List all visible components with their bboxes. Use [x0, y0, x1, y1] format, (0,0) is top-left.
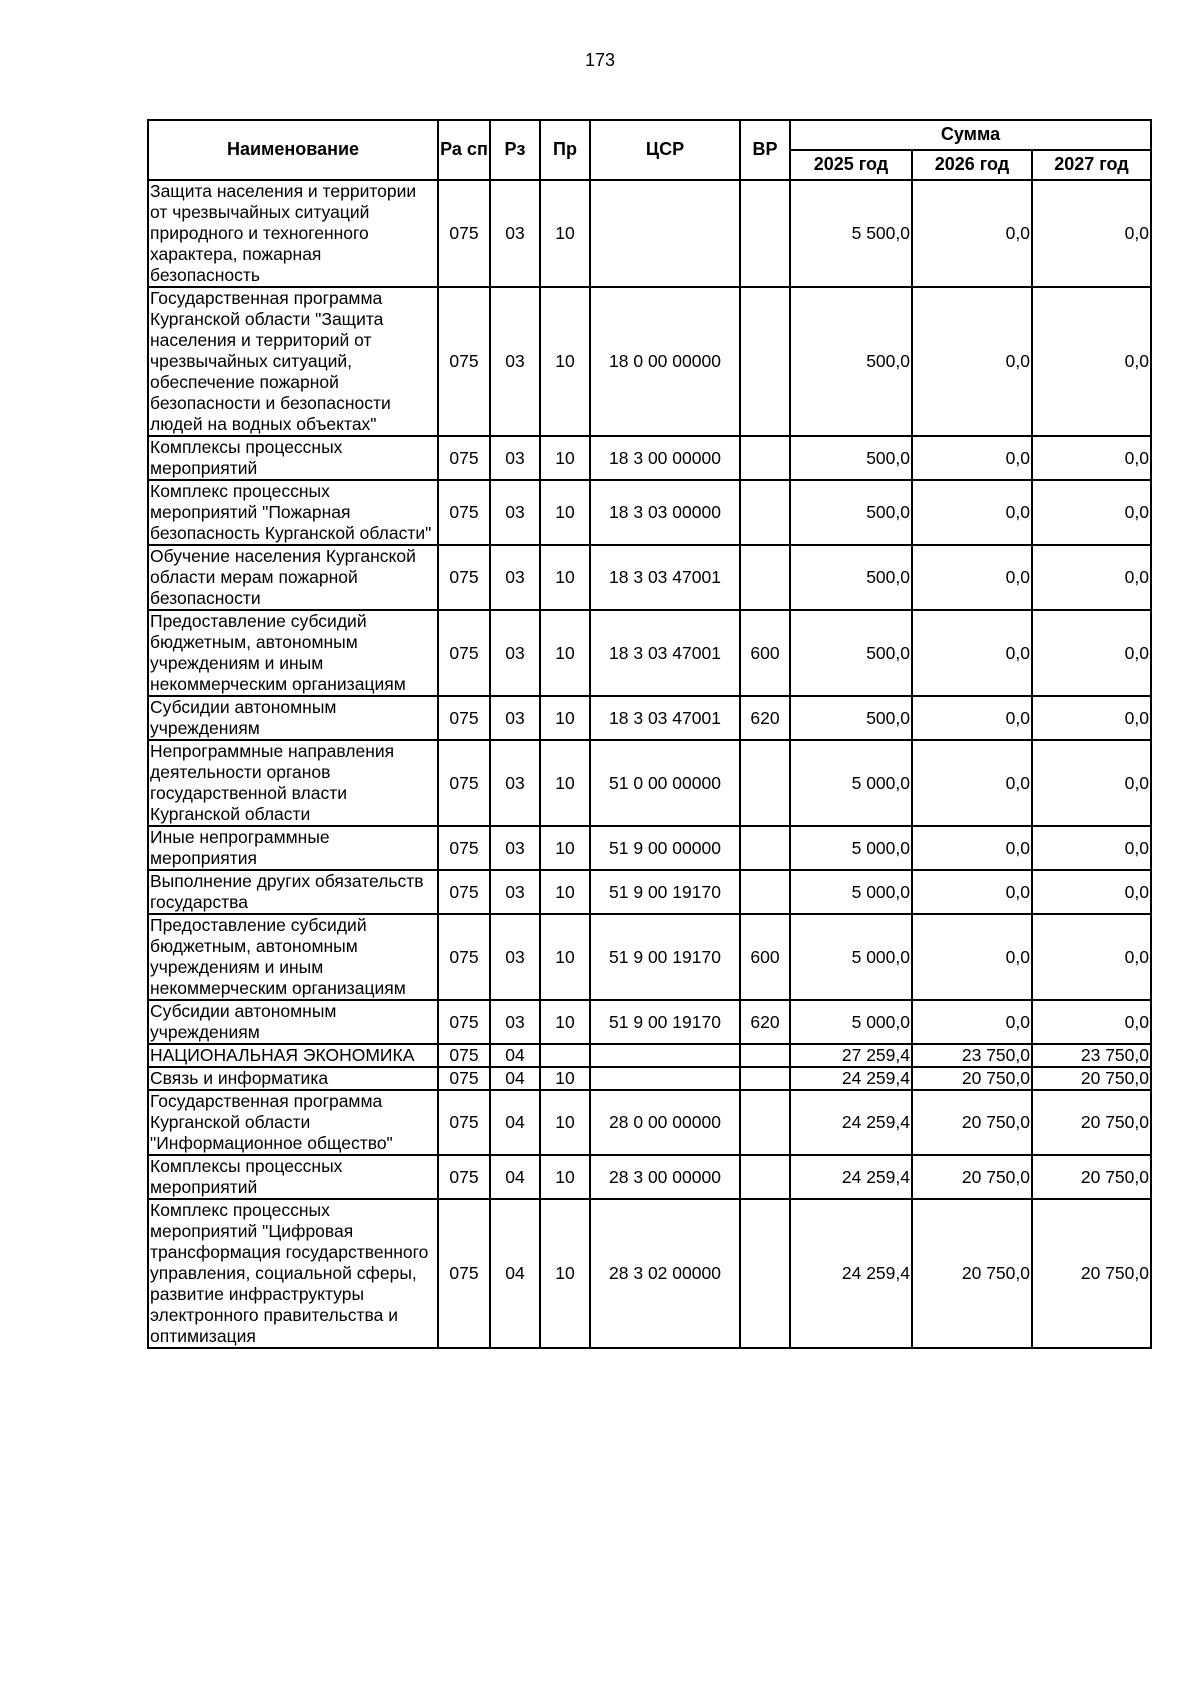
- cell-rz: 04: [490, 1155, 540, 1199]
- cell-csr: [590, 180, 740, 287]
- cell-pr: 10: [540, 826, 590, 870]
- header-pr: Пр: [540, 120, 590, 180]
- cell-rz: 03: [490, 826, 540, 870]
- cell-2025: 500,0: [790, 480, 912, 545]
- cell-rasp: 075: [438, 696, 490, 740]
- header-sum: Сумма: [790, 120, 1151, 150]
- cell-name: Предоставление субсидий бюджетным, автономным учреждениям и иным некоммерческим организациям: [148, 610, 438, 696]
- cell-2026: 0,0: [912, 1000, 1032, 1044]
- cell-name: Субсидии автономным учреждениям: [148, 1000, 438, 1044]
- cell-2025: 5 000,0: [790, 1000, 912, 1044]
- table-row: [148, 180, 1151, 287]
- table-row: [148, 436, 1151, 480]
- cell-pr: 10: [540, 545, 590, 610]
- cell-name: Защита населения и территории от чрезвычайных ситуаций природного и техногенного характера, пожарная безопасность: [148, 180, 438, 287]
- cell-2025: 500,0: [790, 696, 912, 740]
- cell-pr: 10: [540, 1199, 590, 1348]
- cell-rasp: 075: [438, 826, 490, 870]
- cell-2026: 20 750,0: [912, 1155, 1032, 1199]
- cell-2026: 0,0: [912, 914, 1032, 1000]
- cell-2025: 24 259,4: [790, 1090, 912, 1155]
- cell-2027: 0,0: [1032, 870, 1151, 914]
- cell-csr: 28 3 02 00000: [590, 1199, 740, 1348]
- cell-rasp: 075: [438, 914, 490, 1000]
- cell-2026: 0,0: [912, 696, 1032, 740]
- cell-rz: 04: [490, 1067, 540, 1090]
- cell-pr: 10: [540, 1067, 590, 1090]
- cell-rasp: 075: [438, 180, 490, 287]
- cell-2027: 0,0: [1032, 696, 1151, 740]
- cell-2025: 5 000,0: [790, 826, 912, 870]
- cell-pr: 10: [540, 180, 590, 287]
- cell-name: Непрограммные направления деятельности органов государственной власти Курганской области: [148, 740, 438, 826]
- cell-name: Государственная программа Курганской области "Защита населения и территорий от чрезвычайных ситуаций, обеспечение пожарной безопасности и безопасности людей на водных объектах": [148, 287, 438, 436]
- cell-csr: 18 3 03 47001: [590, 696, 740, 740]
- cell-2025: 5 000,0: [790, 870, 912, 914]
- cell-vr: [740, 740, 790, 826]
- cell-csr: 18 0 00 00000: [590, 287, 740, 436]
- cell-rasp: 075: [438, 436, 490, 480]
- cell-2026: 20 750,0: [912, 1199, 1032, 1348]
- header-csr: ЦСР: [590, 120, 740, 180]
- cell-vr: 600: [740, 610, 790, 696]
- cell-2026: 0,0: [912, 180, 1032, 287]
- cell-2025: 24 259,4: [790, 1155, 912, 1199]
- cell-2026: 0,0: [912, 826, 1032, 870]
- table-row: [148, 870, 1151, 914]
- cell-csr: 51 0 00 00000: [590, 740, 740, 826]
- cell-csr: 28 0 00 00000: [590, 1090, 740, 1155]
- table-header: [148, 120, 1151, 180]
- cell-csr: 18 3 00 00000: [590, 436, 740, 480]
- cell-2025: 5 500,0: [790, 180, 912, 287]
- cell-2027: 0,0: [1032, 740, 1151, 826]
- cell-rasp: 075: [438, 1067, 490, 1090]
- table-row: [148, 914, 1151, 1000]
- cell-csr: 18 3 03 00000: [590, 480, 740, 545]
- budget-table: [147, 119, 1152, 1349]
- table-row: [148, 740, 1151, 826]
- cell-name: Комплекс процессных мероприятий "Цифровая трансформация государственного управления, социальной сферы, развитие инфраструктуры электронного правительства и оптимизация: [148, 1199, 438, 1348]
- table-row: [148, 545, 1151, 610]
- header-vr: ВР: [740, 120, 790, 180]
- table-row: [148, 696, 1151, 740]
- cell-csr: 18 3 03 47001: [590, 610, 740, 696]
- cell-2027: 0,0: [1032, 436, 1151, 480]
- cell-name: Государственная программа Курганской области "Информационное общество": [148, 1090, 438, 1155]
- cell-2025: 500,0: [790, 287, 912, 436]
- header-name: Наименование: [148, 120, 438, 180]
- cell-vr: 620: [740, 1000, 790, 1044]
- cell-name: Субсидии автономным учреждениям: [148, 696, 438, 740]
- cell-rz: 03: [490, 1000, 540, 1044]
- cell-rasp: 075: [438, 1000, 490, 1044]
- table-row: [148, 1067, 1151, 1090]
- cell-pr: 10: [540, 436, 590, 480]
- cell-2027: 0,0: [1032, 287, 1151, 436]
- cell-pr: [540, 1044, 590, 1067]
- cell-2026: 0,0: [912, 287, 1032, 436]
- cell-rz: 03: [490, 914, 540, 1000]
- cell-2026: 23 750,0: [912, 1044, 1032, 1067]
- cell-name: Связь и информатика: [148, 1067, 438, 1090]
- table-row: [148, 1000, 1151, 1044]
- cell-vr: [740, 1090, 790, 1155]
- cell-2026: 0,0: [912, 610, 1032, 696]
- cell-2027: 0,0: [1032, 180, 1151, 287]
- cell-vr: [740, 545, 790, 610]
- cell-2025: 27 259,4: [790, 1044, 912, 1067]
- cell-csr: 28 3 00 00000: [590, 1155, 740, 1199]
- cell-2025: 500,0: [790, 545, 912, 610]
- cell-2026: 20 750,0: [912, 1067, 1032, 1090]
- cell-2027: 20 750,0: [1032, 1199, 1151, 1348]
- cell-rasp: 075: [438, 870, 490, 914]
- header-year-2027: 2027 год: [1032, 150, 1151, 180]
- cell-rasp: 075: [438, 287, 490, 436]
- cell-2026: 0,0: [912, 436, 1032, 480]
- cell-2025: 5 000,0: [790, 740, 912, 826]
- cell-name: НАЦИОНАЛЬНАЯ ЭКОНОМИКА: [148, 1044, 438, 1067]
- cell-2025: 500,0: [790, 436, 912, 480]
- cell-csr: 51 9 00 19170: [590, 870, 740, 914]
- cell-2027: 20 750,0: [1032, 1090, 1151, 1155]
- cell-2025: 5 000,0: [790, 914, 912, 1000]
- cell-csr: 51 9 00 19170: [590, 914, 740, 1000]
- cell-rasp: 075: [438, 610, 490, 696]
- cell-vr: [740, 826, 790, 870]
- header-year-2025: 2025 год: [790, 150, 912, 180]
- cell-rasp: 075: [438, 545, 490, 610]
- table-row: [148, 610, 1151, 696]
- cell-vr: [740, 480, 790, 545]
- cell-rz: 04: [490, 1090, 540, 1155]
- cell-2026: 0,0: [912, 870, 1032, 914]
- cell-csr: 18 3 03 47001: [590, 545, 740, 610]
- cell-vr: [740, 287, 790, 436]
- cell-rasp: 075: [438, 1155, 490, 1199]
- cell-2025: 24 259,4: [790, 1199, 912, 1348]
- cell-rz: 03: [490, 287, 540, 436]
- cell-2026: 20 750,0: [912, 1090, 1032, 1155]
- cell-rz: 03: [490, 436, 540, 480]
- table-row: [148, 1199, 1151, 1348]
- table-row: [148, 1090, 1151, 1155]
- cell-vr: [740, 1067, 790, 1090]
- cell-pr: 10: [540, 1155, 590, 1199]
- table-row: [148, 480, 1151, 545]
- cell-pr: 10: [540, 914, 590, 1000]
- cell-name: Выполнение других обязательств государства: [148, 870, 438, 914]
- cell-pr: 10: [540, 1090, 590, 1155]
- cell-vr: [740, 436, 790, 480]
- cell-name: Комплексы процессных мероприятий: [148, 436, 438, 480]
- header-rz: Рз: [490, 120, 540, 180]
- cell-pr: 10: [540, 740, 590, 826]
- cell-rasp: 075: [438, 1090, 490, 1155]
- cell-rasp: 075: [438, 1199, 490, 1348]
- cell-2026: 0,0: [912, 480, 1032, 545]
- cell-vr: [740, 180, 790, 287]
- cell-2025: 500,0: [790, 610, 912, 696]
- cell-pr: 10: [540, 610, 590, 696]
- table-row: [148, 1044, 1151, 1067]
- cell-rasp: 075: [438, 740, 490, 826]
- cell-pr: 10: [540, 1000, 590, 1044]
- cell-vr: [740, 1044, 790, 1067]
- cell-2027: 0,0: [1032, 545, 1151, 610]
- header-rasp: Ра сп: [438, 120, 490, 180]
- table-row: [148, 1155, 1151, 1199]
- cell-csr: [590, 1067, 740, 1090]
- cell-rz: 03: [490, 696, 540, 740]
- cell-pr: 10: [540, 870, 590, 914]
- cell-2027: 0,0: [1032, 610, 1151, 696]
- cell-name: Комплекс процессных мероприятий "Пожарная безопасность Курганской области": [148, 480, 438, 545]
- cell-pr: 10: [540, 480, 590, 545]
- cell-rasp: 075: [438, 1044, 490, 1067]
- cell-rz: 03: [490, 870, 540, 914]
- cell-vr: 600: [740, 914, 790, 1000]
- cell-2027: 20 750,0: [1032, 1155, 1151, 1199]
- cell-rasp: 075: [438, 480, 490, 545]
- page-number: 173: [584, 50, 616, 70]
- cell-name: Иные непрограммные мероприятия: [148, 826, 438, 870]
- cell-2027: 0,0: [1032, 480, 1151, 545]
- cell-rz: 03: [490, 480, 540, 545]
- cell-rz: 04: [490, 1199, 540, 1348]
- cell-2027: 0,0: [1032, 914, 1151, 1000]
- cell-vr: [740, 1199, 790, 1348]
- cell-rz: 03: [490, 610, 540, 696]
- cell-vr: [740, 1155, 790, 1199]
- cell-rz: 04: [490, 1044, 540, 1067]
- cell-csr: 51 9 00 00000: [590, 826, 740, 870]
- table-row: [148, 826, 1151, 870]
- cell-csr: [590, 1044, 740, 1067]
- cell-pr: 10: [540, 287, 590, 436]
- cell-pr: 10: [540, 696, 590, 740]
- cell-2026: 0,0: [912, 740, 1032, 826]
- cell-2026: 0,0: [912, 545, 1032, 610]
- cell-vr: [740, 870, 790, 914]
- table-row: [148, 287, 1151, 436]
- cell-name: Предоставление субсидий бюджетным, автономным учреждениям и иным некоммерческим организациям: [148, 914, 438, 1000]
- cell-name: Обучение населения Курганской области мерам пожарной безопасности: [148, 545, 438, 610]
- cell-2027: 20 750,0: [1032, 1067, 1151, 1090]
- table-body: [148, 180, 1151, 1348]
- cell-csr: 51 9 00 19170: [590, 1000, 740, 1044]
- cell-2025: 24 259,4: [790, 1067, 912, 1090]
- cell-vr: 620: [740, 696, 790, 740]
- cell-2027: 0,0: [1032, 826, 1151, 870]
- cell-2027: 23 750,0: [1032, 1044, 1151, 1067]
- cell-rz: 03: [490, 740, 540, 826]
- cell-name: Комплексы процессных мероприятий: [148, 1155, 438, 1199]
- cell-rz: 03: [490, 545, 540, 610]
- header-year-2026: 2026 год: [912, 150, 1032, 180]
- cell-2027: 0,0: [1032, 1000, 1151, 1044]
- cell-rz: 03: [490, 180, 540, 287]
